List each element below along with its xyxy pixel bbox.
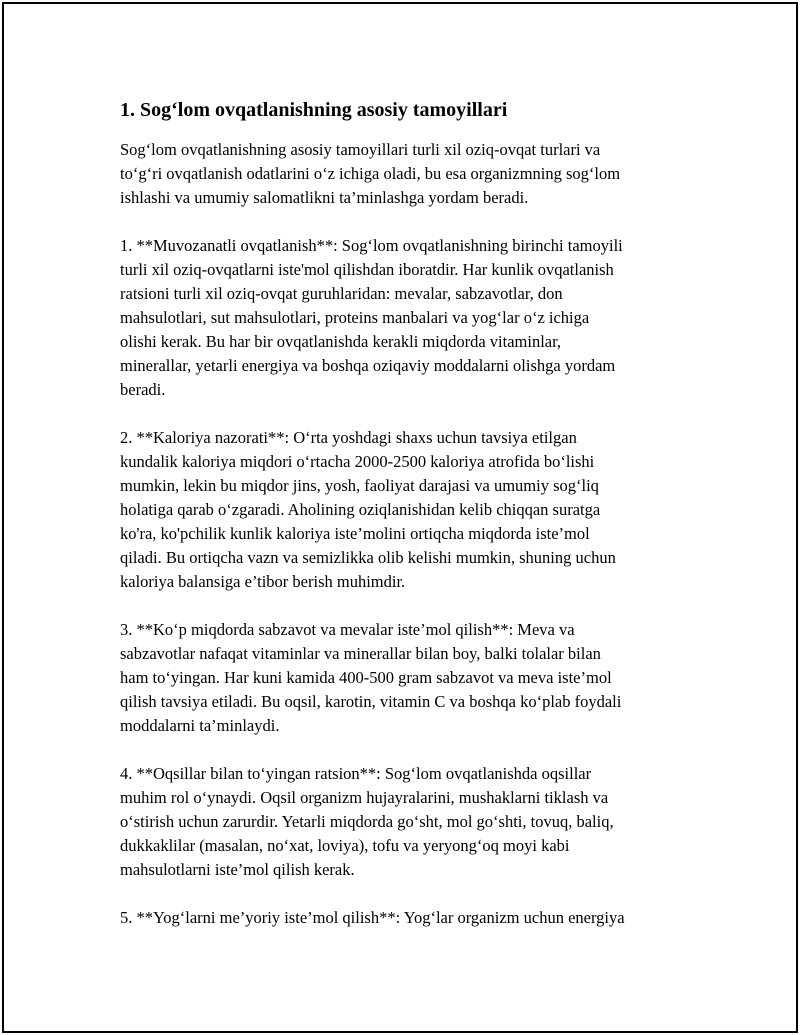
text-line: holatiga qarab o‘zgaradi. Aholining oziqlanishidan kelib chiqqan suratga [120, 500, 601, 519]
text-line: 1. **Muvozanatli ovqatlanish**: Sog‘lom ovqatlanishning birinchi tamoyili [120, 236, 623, 255]
intro-paragraph [120, 138, 700, 210]
text-line: mahsulotlari, sut mahsulotlari, proteins manbalari va yog‘lar o‘z ichiga [120, 308, 590, 327]
text-line: ham to‘yingan. Har kuni kamida 400-500 gram sabzavot va meva iste’mol [120, 668, 612, 687]
text-line: dukkaklilar (masalan, no‘xat, loviya), tofu va yeryong‘oq moyi kabi [120, 836, 570, 855]
text-line: mumkin, lekin bu miqdor jins, yosh, faoliyat darajasi va umumiy sog‘liq [120, 476, 599, 495]
text-line: 5. **Yog‘larni me’yoriy iste’mol qilish**: Yog‘lar organizm uchun energiya [120, 908, 625, 927]
text-line: qilish tavsiya etiladi. Bu oqsil, karotin, vitamin C va boshqa ko‘plab foydali [120, 692, 622, 711]
text-line: turli xil oziq-ovqatlarni iste'mol qilishdan iboratdir. Har kunlik ovqatlanish [120, 260, 614, 279]
text-line: ko'ra, ko'pchilik kunlik kaloriya iste’molini ortiqcha miqdorda iste’mol [120, 524, 590, 543]
text-line: minerallar, yetarli energiya va boshqa oziqaviy moddalarni olishga yordam [120, 356, 616, 375]
text-line: kundalik kaloriya miqdori o‘rtacha 2000-2500 kaloriya atrofida bo‘lishi [120, 452, 595, 471]
text-line: ratsioni turli xil oziq-ovqat guruhlaridan: mevalar, sabzavotlar, don [120, 284, 563, 303]
principle-4-paragraph [120, 762, 700, 882]
text-line: ishlashi va umumiy salomatlikni ta’minlashga yordam beradi. [120, 188, 529, 207]
text-line: sabzavotlar nafaqat vitaminlar va minerallar bilan boy, balki tolalar bilan [120, 644, 601, 663]
principle-5-paragraph [120, 906, 700, 930]
text-line: muhim rol o‘ynaydi. Oqsil organizm hujayralarini, mushaklarni tiklash va [120, 788, 609, 807]
text-line: to‘g‘ri ovqatlanish odatlarini o‘z ichiga oladi, bu esa organizmning sog‘lom [120, 164, 621, 183]
text-line: olishi kerak. Bu har bir ovqatlanishda kerakli miqdorda vitaminlar, [120, 332, 562, 351]
document-page [2, 2, 798, 1033]
text-line: 3. **Ko‘p miqdorda sabzavot va mevalar iste’mol qilish**: Meva va [120, 620, 575, 639]
text-line: kaloriya balansiga e’tibor berish muhimdir. [120, 572, 406, 591]
text-line: o‘stirish uchun zarurdir. Yetarli miqdorda go‘sht, mol go‘shti, tovuq, baliq, [120, 812, 614, 831]
text-line: moddalarni ta’minlaydi. [120, 716, 280, 735]
text-line: beradi. [120, 380, 166, 399]
text-line: 2. **Kaloriya nazorati**: O‘rta yoshdagi shaxs uchun tavsiya etilgan [120, 428, 577, 447]
principle-3-paragraph [120, 618, 700, 738]
principle-1-paragraph [120, 234, 700, 402]
text-line: mahsulotlarni iste’mol qilish kerak. [120, 860, 355, 879]
document-content [120, 96, 700, 954]
text-line: Sog‘lom ovqatlanishning asosiy tamoyillari turli xil oziq-ovqat turlari va [120, 140, 601, 159]
principle-2-paragraph [120, 426, 700, 594]
section-heading: 1. Sog‘lom ovqatlanishning asosiy tamoyillari [120, 99, 508, 121]
text-line: qiladi. Bu ortiqcha vazn va semizlikka olib kelishi mumkin, shuning uchun [120, 548, 616, 567]
text-line: 4. **Oqsillar bilan to‘yingan ratsion**: Sog‘lom ovqatlanishda oqsillar [120, 764, 592, 783]
